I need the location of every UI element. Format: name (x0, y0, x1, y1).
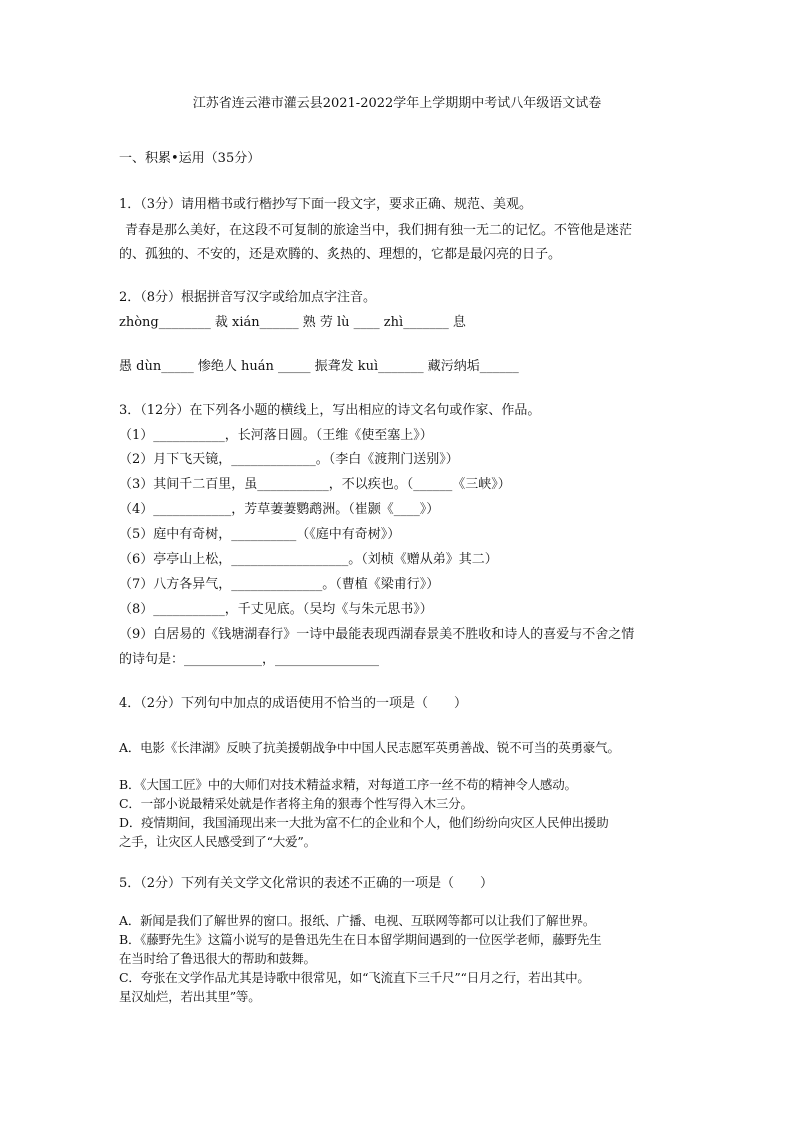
q5-stem: 5．（2分）下列有关文学文化常识的表述不正确的一项是（ ） (119, 876, 494, 891)
q4-option-b: B．《大国工匠》中的大师们对技术精益求精，对每道工序一丝不苟的精神令人感动。 (119, 777, 577, 792)
q3-item-1: （1）___________，长河落日圆。（王维《使至塞上》） (119, 428, 433, 443)
q5-option-c-line2: 星汉灿烂，若出其里”等。 (119, 989, 261, 1004)
q3-item-9: （9）白居易的《钱塘湖春行》一诗中最能表现西湖春景美不胜收和诗人的喜爱与不舍之情 (119, 627, 635, 642)
q3-item-6: （6）亭亭山上松，__________________。（刘桢《赠从弟》其二） (119, 552, 498, 567)
q4-option-a: A．电影《长津湖》反映了抗美援朝战争中中国人民志愿军英勇善战、锐不可当的英勇豪气。 (119, 740, 620, 755)
q1-text-line2: 的、孤独的、不安的，还是欢腾的、炙热的、理想的，它都是最闪亮的日子。 (119, 247, 562, 262)
q3-item-8: （8）___________，千丈见底。（吴均《与朱元思书》） (119, 602, 433, 617)
q5-option-b-line1: B．《藤野先生》这篇小说写的是鲁迅先生在日本留学期间遇到的一位医学老师，藤野先生 (119, 932, 602, 947)
section-heading: 一、积累•运用（35分） (119, 151, 261, 166)
q2-line2: 愚 dùn_____ 惨绝人 huán _____ 振聋发 kuì_______ 藏污纳垢______ (119, 359, 519, 374)
q2-line1: zhòng________ 裁 xián______ 熟 劳 lù ____ zhì_______ 息 (119, 315, 466, 330)
exam-title: 江苏省连云港市灌云县2021-2022学年上学期期中考试八年级语文试卷 (192, 96, 602, 111)
q5-option-b-line2: 在当时给了鲁迅很大的帮助和鼓舞。 (119, 951, 316, 966)
q4-option-d-line2: 之手，让灾区人民感受到了“大爱”。 (119, 834, 316, 849)
q4-stem: 4．（2分）下列句中加点的成语使用不恰当的一项是（ ） (119, 696, 468, 711)
q2-stem: 2．（8分）根据拼音写汉字或给加点字注音。 (119, 290, 377, 305)
q4-option-d-line1: D．疫情期间，我国涌现出来一大批为富不仁的企业和个人，他们纷纷向灾区人民伸出援助 (119, 815, 609, 830)
q1-stem: 1．（3分）请用楷书或行楷抄写下面一段文字，要求正确、规范、美观。 (119, 197, 533, 212)
q3-item-2: （2）月下飞天镜，_____________。（李白《渡荆门送别》） (119, 452, 459, 467)
q4-option-c: C．一部小说最精采处就是作者将主角的狠毒个性写得入木三分。 (119, 796, 473, 811)
q1-text-line1: 青春是那么美好，在这段不可复制的旅途当中，我们拥有独一无二的记忆。不管他是迷茫 (125, 223, 633, 238)
q5-option-a: A．新闻是我们了解世界的窗口。报纸、广播、电视、互联网等都可以让我们了解世界。 (119, 913, 596, 928)
q3-item-7: （7）八方各异气，______________。（曹植《梁甫行》） (119, 577, 440, 592)
q5-option-c-line1: C．夸张在文学作品尤其是诗歌中很常见，如“飞流直下三千尺”“日月之行，若出其中。 (119, 970, 590, 985)
q3-item-4: （4）____________，芳草萋萋鹦鹉洲。（崔颢《____》） (119, 502, 440, 517)
q3-item-3: （3）其间千二百里，虽___________，不以疾也。（______《三峡》） (119, 477, 511, 492)
q3-item-9-cont: 的诗句是：____________，________________ (119, 652, 380, 667)
q3-item-5: （5）庭中有奇树，__________（《庭中有奇树》） (119, 527, 401, 542)
q3-stem: 3．（12分）在下列各小题的横线上，写出相应的诗文名句或作家、作品。 (119, 403, 541, 418)
